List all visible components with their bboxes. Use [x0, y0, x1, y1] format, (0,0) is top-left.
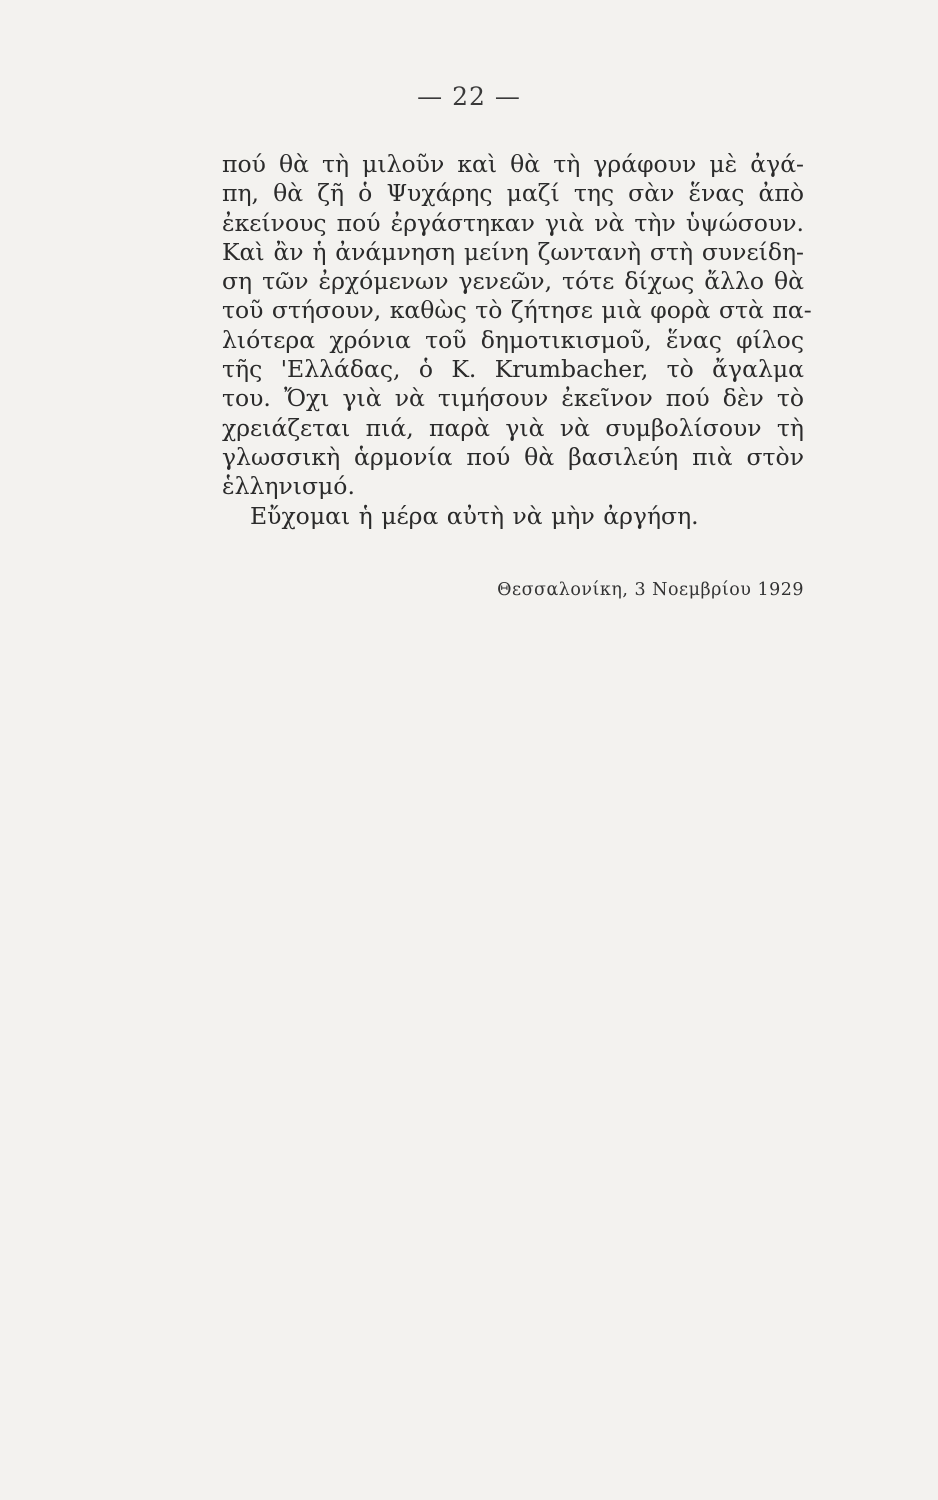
text-line: τῆς 'Ελλάδας, ὁ Κ. Krumbacher, τὸ ἄγαλμα — [222, 355, 804, 384]
page-number: — 22 — — [417, 82, 521, 111]
text-line: πού θὰ τὴ μιλοῦν καὶ θὰ τὴ γράφουν μὲ ἀγά- — [222, 150, 804, 178]
text-line: Εὔχομαι ἡ μέρα αὐτὴ νὰ μὴν ἀργήση. — [250, 501, 699, 530]
text-line: του. Ὄχι γιὰ νὰ τιμήσουν ἐκεῖνον πού δὲν τὸ — [222, 384, 804, 413]
body-text — [222, 150, 812, 531]
place-date-signature: Θεσσαλονίκη, 3 Νοεμβρίου 1929 — [497, 580, 804, 600]
text-line: λιότερα χρόνια τοῦ δημοτικισμοῦ, ἕνας φίλος — [222, 325, 804, 354]
text-line: γλωσσικὴ ἁρμονία πού θὰ βασιλεύη πιὰ στὸν — [222, 442, 804, 471]
text-line: τοῦ στήσουν, καθὼς τὸ ζήτησε μιὰ φορὰ στὰ πα- — [222, 296, 812, 325]
text-line: χρειάζεται πιά, παρὰ γιὰ νὰ συμβολίσουν τὴ — [222, 413, 804, 442]
text-line: ἑλληνισμό. — [222, 472, 355, 501]
text-line: Καὶ ἂν ἡ ἀνάμνηση μείνη ζωντανὴ στὴ συνείδη- — [222, 237, 804, 266]
text-line: ση τῶν ἐρχόμενων γενεῶν, τότε δίχως ἄλλο θὰ — [222, 267, 804, 296]
text-line: πη, θὰ ζῆ ὁ Ψυχάρης μαζί της σὰν ἕνας ἀπὸ — [222, 179, 804, 208]
text-line: ἐκείνους πού ἐργάστηκαν γιὰ νὰ τὴν ὑψώσουν. — [222, 208, 804, 237]
